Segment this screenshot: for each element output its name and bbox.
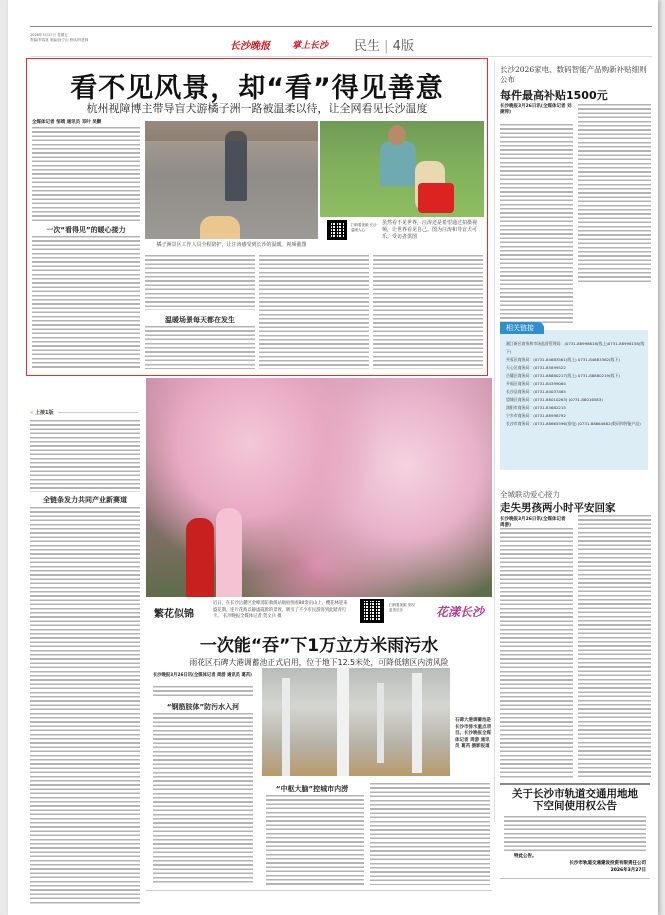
link-item: 开福区商务局：(0731-84399064 [506, 381, 566, 386]
photo-staff-guiding [145, 121, 318, 239]
notice-signer: 长沙市轨道交通建设投资有限责任公司 [569, 861, 646, 866]
link-item: 芙蓉区商务局：(0731-84683561(线上) 0731-84683362(线下) [506, 357, 620, 362]
qr-caption: 扫码看视频 长沙温暖人心 [351, 223, 377, 232]
qr-code-icon[interactable] [327, 220, 347, 240]
top-headline: 每件最高补贴1500元 [500, 89, 608, 102]
lead-headline: 看不见风景，却“看”得见善意 [70, 73, 444, 104]
article-body-text [153, 686, 253, 698]
top-byline: 长沙晚报3月26日讯(全媒体记者 刘捷萍) [500, 104, 572, 115]
mid-kicker: 全城联动爱心接力 [500, 490, 560, 499]
lead-article [26, 58, 488, 376]
masthead-meta [30, 33, 88, 43]
article-body-text [30, 420, 140, 492]
top-rule [30, 26, 652, 27]
photo-cherry-blossoms [146, 378, 492, 597]
article-body-text [32, 127, 140, 222]
link-item: 浏阳市商务局：(0731-83682215 [506, 405, 566, 410]
section-heading: 一次“看得见”的暖心接力 [46, 226, 126, 234]
rain-subhead: 雨花区石碑大港调蓄池正式启用，位于地下12.5米处，可降低辖区内涝风险 [189, 658, 449, 667]
notice-title: 关于长沙市轨道交通用地地下空间使用权公告 [512, 788, 638, 812]
related-links-box [500, 324, 648, 470]
app-logo: 掌上长沙 [292, 41, 329, 51]
link-item: 天心区商务局：(0731-85899522 [506, 365, 566, 370]
continued-label: « 上接1版 [30, 410, 54, 416]
article-body-text [500, 528, 573, 778]
photo-caption: 近日，在长沙岳麓区金峰消防救援站航拍图看80余亩山上，樱花林迎来盛花期。连片花海以静谧霞蔚的景致，吸引了不少市民游客到此踏青打卡。 长沙晚报全媒体记者 贺文兵 摄 [213, 601, 348, 619]
link-item: 湘江新区商务和市场监督管理局：(0731-88998618(线上)0731-88998158(线下) [506, 341, 645, 354]
qr-code-icon[interactable] [360, 599, 384, 623]
brand-logo: 花漾长沙 [436, 605, 485, 619]
link-item: 长沙市商务局：(0731-88665596(家电) (0731-88664682(数码和智能产品) [506, 421, 641, 426]
section-heading: 温暖场景每天都在发生 [165, 316, 235, 324]
mid-byline: 长沙晚报3月26日讯(全媒体记者 周游) [500, 517, 566, 528]
article-body-text [578, 515, 651, 778]
link-item: 岳麓区商务局：(0731-88880217(线上) 0731-88880219(线下) [506, 373, 620, 378]
notice-body-text [504, 816, 646, 852]
feature-title: 繁花似锦 [154, 609, 194, 620]
editor-line: 责编/李春喜 美编/涂宁山 校读/肖进林 [30, 38, 89, 42]
photo-caption: 橘子洲景区工作人员全程陪护，让汪涛感受到长沙的温暖。视频截图 [156, 242, 307, 248]
newspaper-logo: 长沙晚报 [230, 41, 270, 52]
lead-subhead: 杭州视障博主带导盲犬游橘子洲一路被温柔以待，让全网看见长沙温度 [86, 102, 428, 115]
newspaper-page [8, 0, 658, 915]
photo-blogger-with-dog [320, 121, 484, 217]
link-item: 望城区商务局：(0731-88010263) (0731-88016583) [506, 397, 603, 402]
article-body-text [373, 255, 483, 369]
article-body-text [370, 783, 490, 885]
article-body-text [266, 795, 364, 885]
qr-caption: 扫码看视频 发现更美长沙 [389, 603, 415, 612]
notice-box [500, 783, 650, 883]
section-label: 民生 | 4版 [354, 39, 414, 54]
article-body-text [32, 236, 140, 369]
article-body-text [145, 255, 255, 310]
notice-date: 2026年3月27日 [610, 868, 646, 873]
related-links-tab: 相关链接 [500, 322, 544, 334]
link-item: 宁乡市商务局：(0731-88998792 [506, 413, 566, 418]
photo-caption: 虽然看不见世界，汪涛还是希望通过拍摄视频，让世界看见自己。图为汪涛和导盲犬可乐。受访者供图 [382, 220, 478, 240]
photo-storage-tank [262, 668, 450, 776]
article-body-text [153, 713, 253, 885]
article-body-text [145, 326, 255, 369]
section-heading: “钢筋肢体”防污水入河 [166, 703, 240, 711]
notice-closing: 特此公告。 [514, 854, 537, 859]
link-item: 长沙县商务局：(0731-84037465 [506, 389, 566, 394]
article-body-text [259, 255, 369, 369]
masthead-divider [30, 56, 652, 57]
top-kicker: 长沙2026家电、数码智能产品购新补贴细则公布 [500, 65, 647, 84]
rain-headline: 一次能“吞”下1万立方米雨污水 [199, 636, 439, 656]
right-column [500, 65, 652, 103]
section-heading: 全链条发力共同产业新赛道 [43, 496, 127, 504]
article-body-text [578, 104, 651, 284]
rain-byline: 长沙晚报3月26日讯(全媒体记者 周游 通讯员 葛芮) [153, 673, 253, 678]
page-number: 4版 [392, 39, 414, 54]
section-heading: “中枢大脑”控城市内涝 [275, 785, 349, 793]
article-body-text [500, 124, 573, 324]
date-line: 2026年3月27日 星期五 [30, 33, 68, 37]
article-body-text [30, 507, 140, 905]
lead-byline: 全媒体记者 邹靖 通讯员 邓叶 吴颢 [32, 120, 102, 125]
related-links-list [506, 340, 646, 428]
mid-headline: 走失男孩两小时平安回家 [500, 502, 616, 514]
photo-caption: 石碑大港调蓄池是长沙市排水重点项目。长沙晚报全媒体记者 周游 通讯员 葛芮 摄影报道 [455, 718, 491, 749]
